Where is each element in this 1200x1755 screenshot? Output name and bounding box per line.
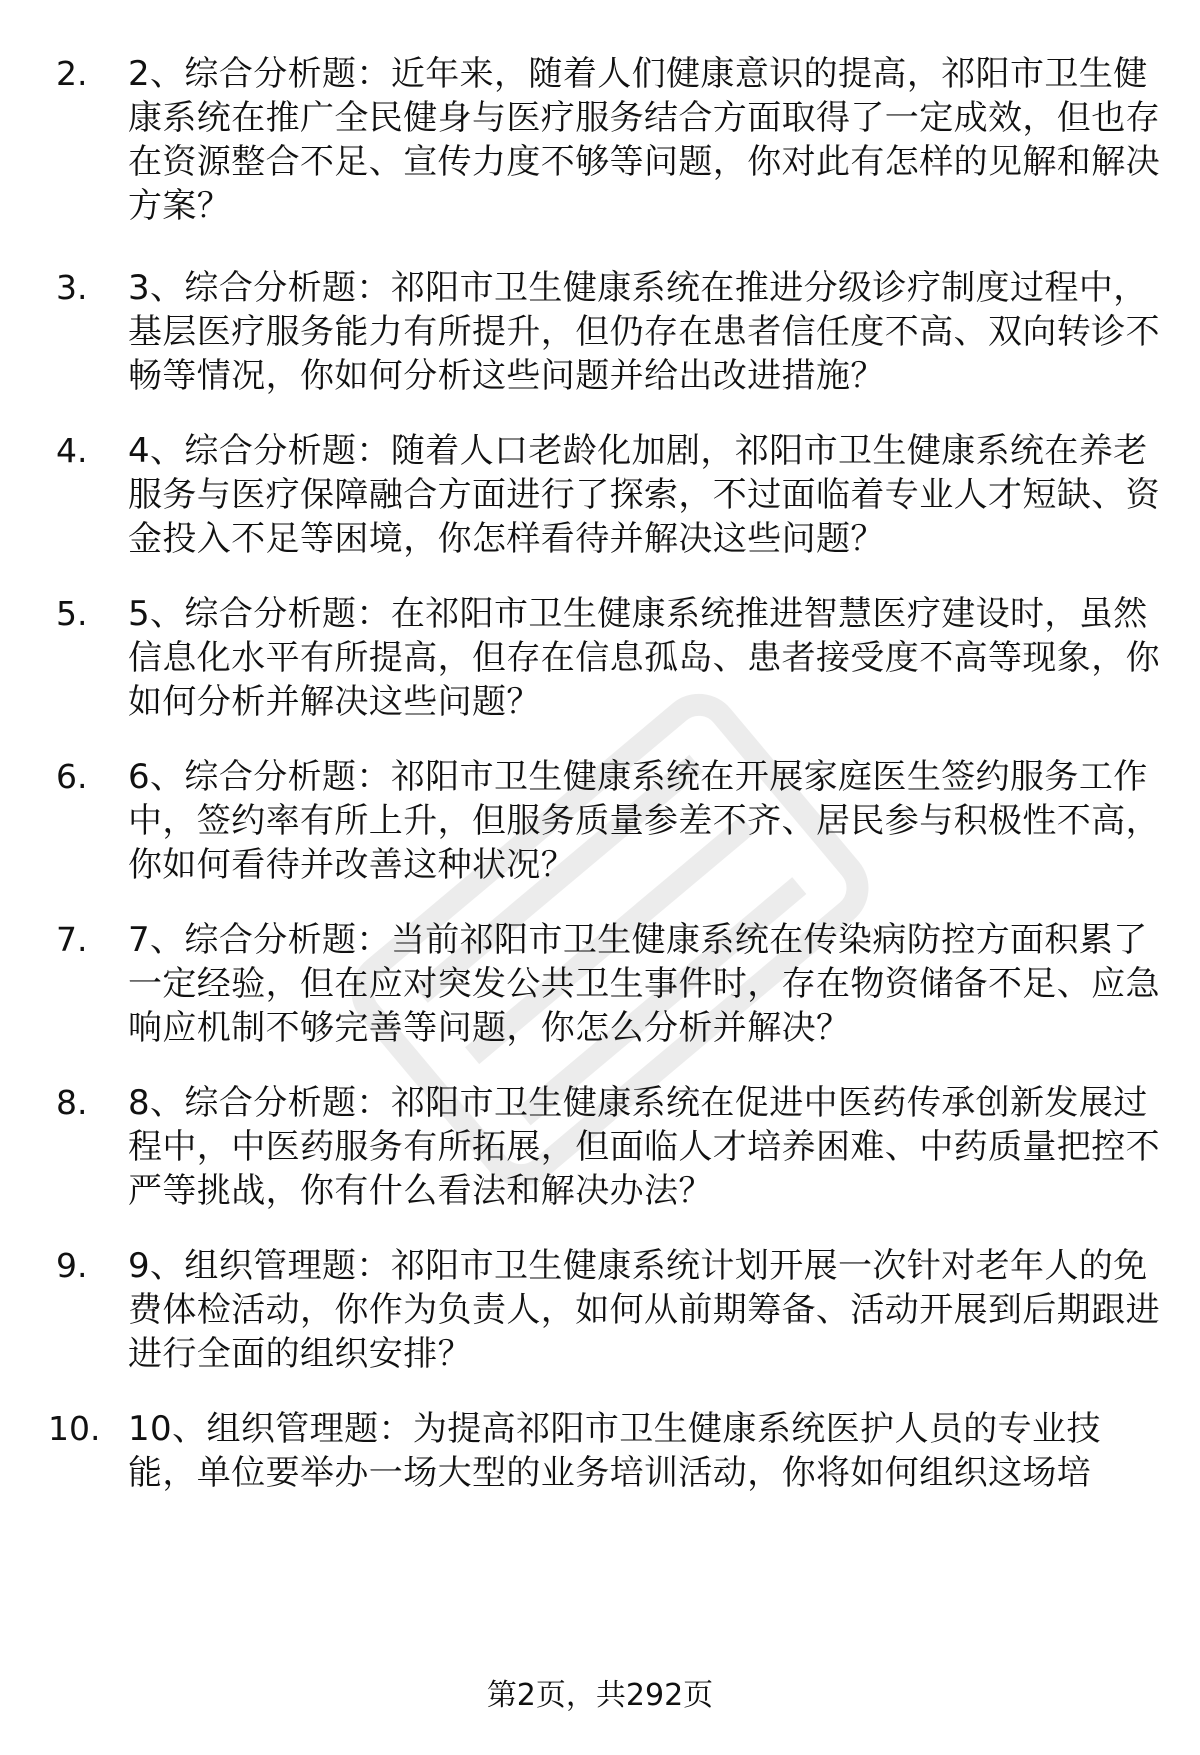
question-text: 7、综合分析题：当前祁阳市卫生健康系统在传染病防控方面积累了一定经验，但在应对突发公共卫生事件时，存在物资储备不足、应急响应机制不够完善等问题，你怎么分析并解决？ (128, 920, 1160, 1048)
question-text: 8、综合分析题：祁阳市卫生健康系统在促进中医药传承创新发展过程中，中医药服务有所拓展，但面临人才培养困难、中药质量把控不严等挑战，你有什么看法和解决办法？ (128, 1083, 1160, 1211)
question-number: 9. (56, 1246, 88, 1285)
question-text: 4、综合分析题：随着人口老龄化加剧，祁阳市卫生健康系统在养老服务与医疗保障融合方面进行了探索，不过面临着专业人才短缺、资金投入不足等困境，你怎样看待并解决这些问题？ (128, 431, 1160, 559)
question-text: 6、综合分析题：祁阳市卫生健康系统在开展家庭医生签约服务工作中，签约率有所上升，但服务质量参差不齐、居民参与积极性不高，你如何看待并改善这种状况？ (128, 757, 1160, 885)
question-number: 8. (56, 1083, 88, 1122)
question-text: 5、综合分析题：在祁阳市卫生健康系统推进智慧医疗建设时，虽然信息化水平有所提高，但存在信息孤岛、患者接受度不高等现象，你如何分析并解决这些问题？ (128, 594, 1160, 722)
question-number: 10. (48, 1409, 101, 1448)
question-item (0, 52, 1200, 252)
question-number: 2. (56, 54, 88, 93)
question-text: 3、综合分析题：祁阳市卫生健康系统在推进分级诊疗制度过程中，基层医疗服务能力有所提升，但仍存在患者信任度不高、双向转诊不畅等情况，你如何分析这些问题并给出改进措施？ (128, 268, 1160, 396)
question-number: 5. (56, 594, 88, 633)
page-footer: 第2页，共292页 (486, 1678, 714, 1713)
question-text: 9、组织管理题：祁阳市卫生健康系统计划开展一次针对老年人的免费体检活动，你作为负责人，如何从前期筹备、活动开展到后期跟进进行全面的组织安排？ (128, 1246, 1160, 1374)
question-number: 4. (56, 431, 88, 470)
question-number: 3. (56, 268, 88, 307)
question-text: 2、综合分析题：近年来，随着人们健康意识的提高，祁阳市卫生健康系统在推广全民健身与医疗服务结合方面取得了一定成效，但也存在资源整合不足、宣传力度不够等问题，你对此有怎样的见解和解决方案？ (128, 54, 1160, 226)
question-number: 7. (56, 920, 88, 959)
question-number: 6. (56, 757, 88, 796)
question-item (0, 1407, 1200, 1607)
question-text: 10、组织管理题：为提高祁阳市卫生健康系统医护人员的专业技能，单位要举办一场大型的业务培训活动，你将如何组织这场培 (128, 1409, 1101, 1493)
